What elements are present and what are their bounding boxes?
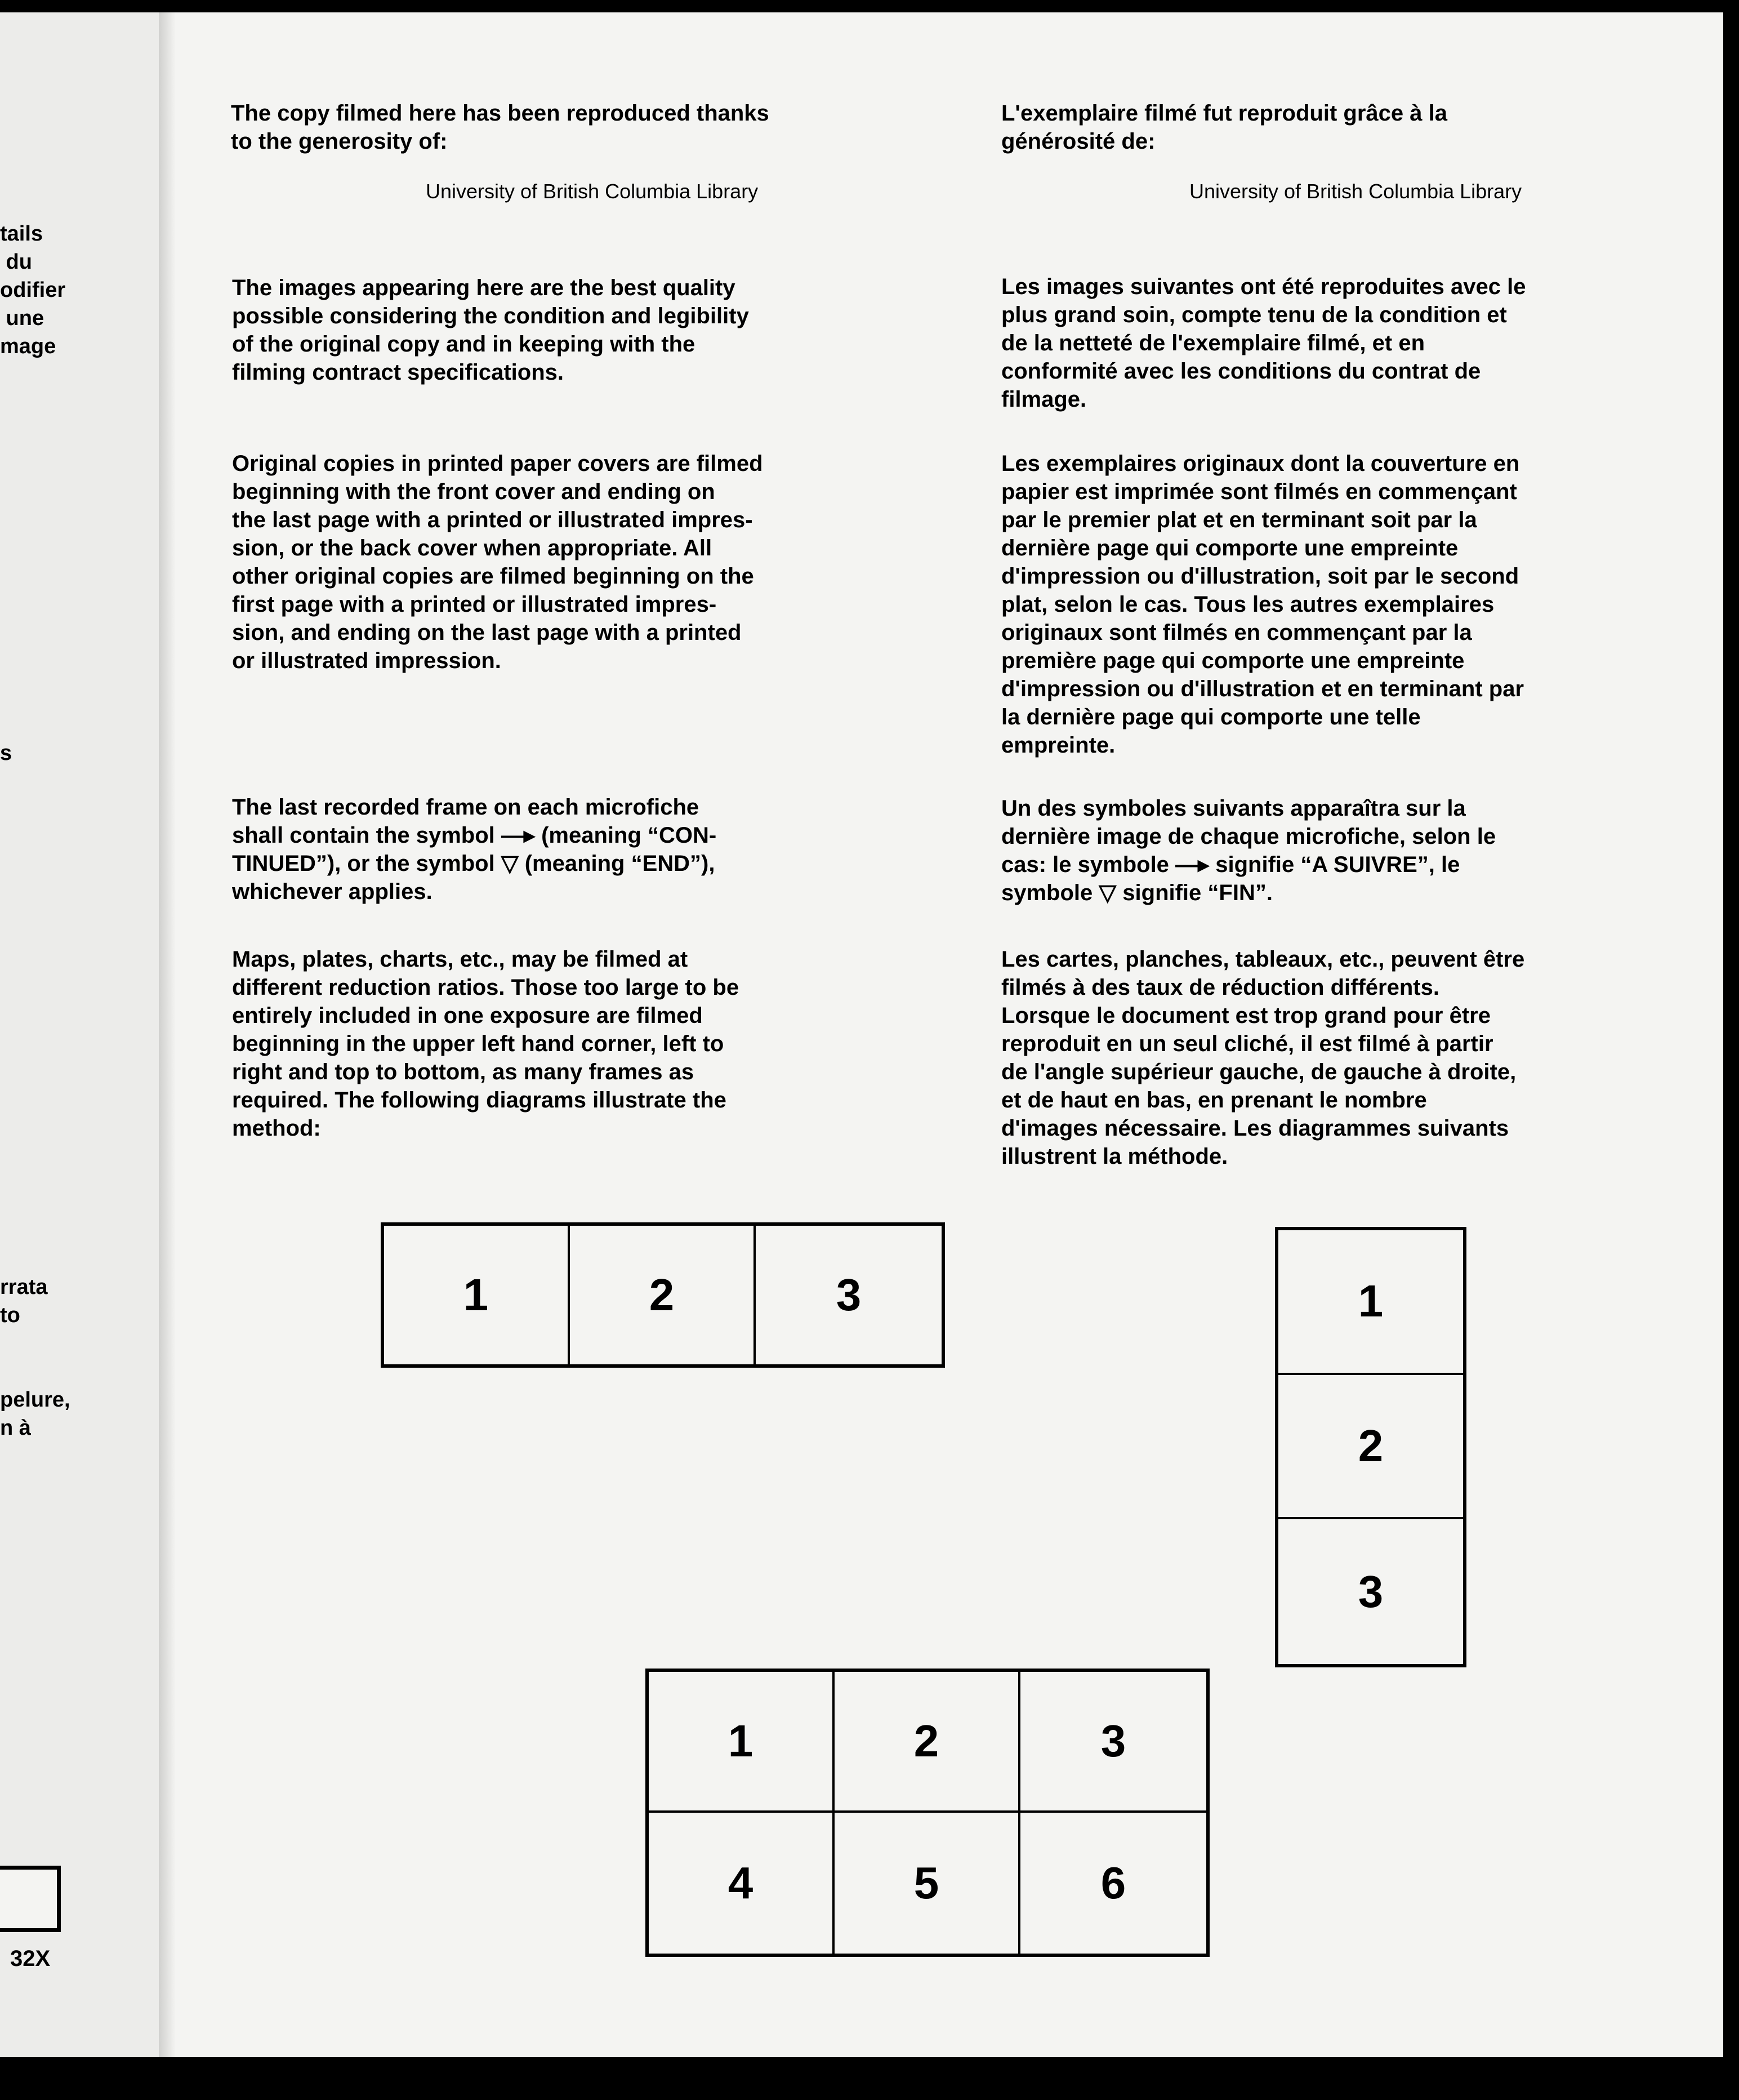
checkbox-square-fragment [0, 1866, 61, 1932]
fragment-text: une [0, 306, 44, 330]
diagram-vertical-3x1 [1275, 1227, 1466, 1667]
french-quality-paragraph: Les images suivantes ont été reproduites avec le plus grand soin, compte tenu de la condition et de la netteté de l'exemplaire filmé, et en conformité avec les conditions du contrat de filmage. [1001, 274, 1526, 412]
fragment-text: tails [0, 222, 43, 246]
frame-cell: 6 [1100, 1858, 1126, 1908]
frame-cell: 2 [570, 1226, 756, 1364]
frame-cell: 2 [835, 1672, 1020, 1813]
frame-cell: 1 [1278, 1230, 1463, 1375]
french-intro: L'exemplaire filmé fut reproduit grâce à la générosité de: [1001, 101, 1447, 154]
scan-border-right [1723, 0, 1739, 2100]
english-symbols-paragraph: The last recorded frame on each microfiche shall contain the symbol —▸ (meaning “CON- TINUED”), or the symbol ▽ (meaning “END”), whichever applies. [232, 795, 717, 904]
fragment-text: n à [0, 1416, 31, 1440]
fragment-text: 32X [10, 1946, 51, 1971]
frame-cell: 1 [649, 1672, 835, 1813]
diagram-horizontal-1x3 [381, 1222, 945, 1368]
previous-page-margin [0, 12, 165, 2057]
english-maps-paragraph: Maps, plates, charts, etc., may be filmed at different reduction ratios. Those too large to be entirely included in one exposure are filmed beginning in the upper left hand corner, left to right and top to bottom, as many frames as required. The following diagrams illustrate the method: [232, 947, 739, 1141]
frame-cell: 2 [1278, 1375, 1463, 1520]
english-covers-paragraph: Original copies in printed paper covers are filmed beginning with the front cover and ending on the last page with a printed or illustrated impres- sion, or the back cover when appropriate. All other original copies are filmed beginning on the first page with a printed or illustrated impres- sion, and ending on the last page with a printed or illustrated impression. [232, 451, 763, 673]
scanned-page [0, 12, 1723, 2057]
fragment-text: s [0, 741, 12, 765]
english-quality-paragraph: The images appearing here are the best quality possible considering the condition and legibility of the original copy and in keeping with the filming contract specifications. [232, 275, 749, 385]
fragment-text: pelure, [0, 1388, 70, 1412]
page-fold-shadow [159, 12, 176, 2057]
english-intro: The copy filmed here has been reproduced thanks to the generosity of: [231, 101, 769, 154]
french-library-name: University of British Columbia Library [1189, 180, 1522, 203]
frame-cell: 4 [649, 1813, 835, 1954]
fragment-text: du [0, 250, 32, 274]
frame-cell: 3 [1358, 1566, 1384, 1617]
fragment-text: mage [0, 335, 56, 358]
frame-cell: 3 [1020, 1672, 1206, 1813]
fragment-text: to [0, 1303, 20, 1327]
fragment-text: odifier [0, 278, 66, 302]
french-covers-paragraph: Les exemplaires originaux dont la couverture en papier est imprimée sont filmés en commençant par le premier plat et en terminant soit par la dernière page qui comporte une empreinte d'impression ou d'illustration, soit par le second plat, selon le cas. Tous les autres exemplaires originaux sont filmés en commençant par la première page qui comporte une empreinte d'impression ou d'illustration et en terminant par la dernière page qui comporte une telle empreinte. [1001, 451, 1524, 758]
frame-cell: 1 [384, 1226, 570, 1364]
frame-cell: 5 [835, 1813, 1020, 1954]
frame-cell: 3 [836, 1270, 862, 1320]
french-maps-paragraph: Les cartes, planches, tableaux, etc., peuvent être filmés à des taux de réduction différents. Lorsque le document est trop grand pour être reproduit en un seul cliché, il est filmé à partir de l'angle supérieur gauche, de gauche à droite, et de haut en bas, en prenant le nombre d'images nécessaire. Les diagrammes suivants illustrent la méthode. [1001, 947, 1525, 1169]
english-library-name: University of British Columbia Library [426, 180, 759, 203]
fragment-text: rrata [0, 1275, 48, 1299]
french-symbols-paragraph: Un des symboles suivants apparaîtra sur la dernière image de chaque microfiche, selon le cas: le symbole —▸ signifie “A SUIVRE”, le symbole ▽ signifie “FIN”. [1001, 796, 1496, 905]
diagram-grid-2x3 [645, 1669, 1210, 1957]
